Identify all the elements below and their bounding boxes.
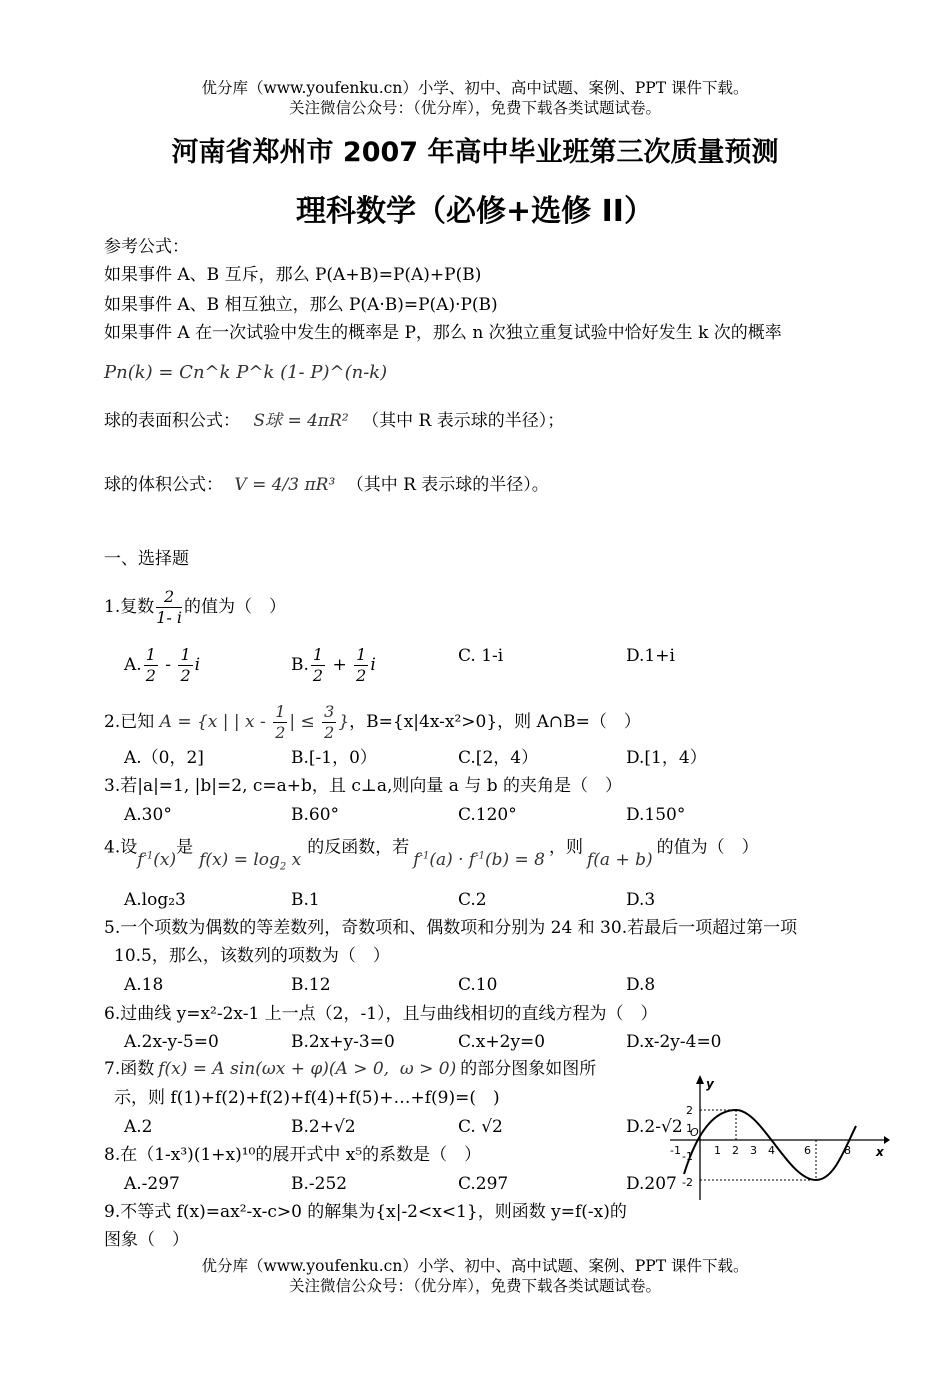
q3-option-c[interactable]: C.120° bbox=[458, 805, 517, 825]
x-axis-arrow bbox=[884, 1136, 890, 1144]
y-tick-neg1: -1 bbox=[682, 1150, 693, 1163]
formula-mutually-exclusive: 如果事件 A、B 互斥，那么 P(A+B)=P(A)+P(B) bbox=[104, 265, 482, 285]
q8-option-b[interactable]: B.-252 bbox=[291, 1174, 348, 1194]
q2-option-c[interactable]: C.[2，4） bbox=[458, 748, 539, 768]
q4-option-a[interactable]: A.log₂3 bbox=[124, 890, 186, 910]
x-tick-1: 1 bbox=[714, 1144, 721, 1157]
q7-option-b[interactable]: B.2+√2 bbox=[291, 1117, 356, 1137]
formula-binomial-desc: 如果事件 A 在一次试验中发生的概率是 P，那么 n 次独立重复试验中恰好发生 k 次的概率 bbox=[104, 323, 782, 343]
y-tick-1: 1 bbox=[686, 1122, 693, 1135]
q2-post: ，B={x|4x-x²>0}，则 A∩B=（ ） bbox=[349, 712, 641, 732]
question-7-line-2: 示，则 f(1)+f(2)+f(2)+f(4)+f(5)+…+f(9)=( ) bbox=[114, 1088, 500, 1108]
question-7-line-1: 7.函数 f(x) = A sin(ωx + φ)(A > 0, ω > 0) 的部分图象如图所 bbox=[104, 1059, 597, 1079]
q5-option-a[interactable]: A.18 bbox=[124, 975, 164, 995]
q3-option-a[interactable]: A.30° bbox=[124, 805, 172, 825]
q1-option-b[interactable]: B. $\frac{1}{2}$ + $\frac{1}{2}$ i bbox=[291, 645, 376, 685]
page-title: 河南省郑州市 2007 年高中毕业班第三次质量预测 bbox=[171, 137, 779, 168]
q6-option-d[interactable]: D.x-2y-4=0 bbox=[626, 1032, 722, 1052]
q8-option-d[interactable]: D.207 bbox=[626, 1174, 677, 1194]
x-tick-8: 8 bbox=[844, 1144, 851, 1157]
q2-option-d[interactable]: D.[1，4） bbox=[626, 748, 707, 768]
x-tick-2: 2 bbox=[732, 1144, 739, 1157]
question-9-line-2: 图象（ ） bbox=[104, 1230, 189, 1250]
formula-heading: 参考公式： bbox=[104, 237, 189, 257]
q7-option-a[interactable]: A.2 bbox=[124, 1117, 153, 1137]
footer-line-2: 关注微信公众号：（优分库），免费下载各类试题试卷。 bbox=[288, 1277, 661, 1295]
q7-sine-graph bbox=[670, 1072, 890, 1202]
q6-option-b[interactable]: B.2x+y-3=0 bbox=[291, 1032, 395, 1052]
q3-option-b[interactable]: B.60° bbox=[291, 805, 340, 825]
q4-option-b[interactable]: B.1 bbox=[291, 890, 320, 910]
sphere-area-formula: S球 = 4πR² bbox=[253, 411, 349, 431]
q8-option-c[interactable]: C.297 bbox=[458, 1174, 509, 1194]
x-tick-6: 6 bbox=[804, 1144, 811, 1157]
header-line-2: 关注微信公众号：（优分库），免费下载各类试题试卷。 bbox=[288, 99, 661, 117]
y-axis-arrow bbox=[696, 1075, 704, 1084]
y-axis-label: y bbox=[706, 1077, 714, 1091]
q1-den: 1- i bbox=[156, 608, 183, 627]
x-tick-neg1: -1 bbox=[670, 1144, 681, 1157]
x-tick-4: 4 bbox=[768, 1144, 775, 1157]
q4-option-d[interactable]: D.3 bbox=[626, 890, 656, 910]
q1-option-a[interactable]: A. $\frac{1}{2}$ - $\frac{1}{2}$ i bbox=[124, 645, 201, 685]
question-5-line-1: 5.一个项数为偶数的等差数列，奇数项和、偶数项和分别为 24 和 30.若最后一项超过第一项 bbox=[104, 918, 798, 938]
q2-set-a: A = {x | | x - $\frac{1}{2}$ | ≤ $\frac{3}{2}$ } bbox=[159, 702, 350, 742]
question-9-line-1: 9.不等式 f(x)=ax²-x-c>0 的解集为{x|-2<x<1}，则函数 y=f(-x)的 bbox=[104, 1202, 627, 1222]
question-6: 6.过曲线 y=x²-2x-1 上一点（2，-1），且与曲线相切的直线方程为（ ） bbox=[104, 1004, 658, 1024]
sphere-volume-label: 球的体积公式： bbox=[104, 475, 223, 495]
sphere-area-note: （其中 R 表示球的半径）； bbox=[362, 411, 565, 431]
sphere-volume-formula: V = 4/3 πR³ bbox=[234, 475, 336, 495]
q6-option-c[interactable]: C.x+2y=0 bbox=[458, 1032, 546, 1052]
q4-option-c[interactable]: C.2 bbox=[458, 890, 487, 910]
section-heading: 一、选择题 bbox=[104, 549, 189, 569]
q5-option-d[interactable]: D.8 bbox=[626, 975, 656, 995]
q2-option-a[interactable]: A.（0，2] bbox=[124, 748, 204, 768]
header-line-1: 优分库（www.youfenku.cn）小学、初中、高中试题、案例、PPT 课件下载。 bbox=[201, 79, 749, 97]
q1-pre: 1.复数 bbox=[104, 597, 155, 617]
q8-option-a[interactable]: A.-297 bbox=[124, 1174, 180, 1194]
q7-option-c[interactable]: C. √2 bbox=[458, 1117, 503, 1137]
question-3: 3.若|a|=1, |b|=2, c=a+b，且 c⊥a,则向量 a 与 b 的夹角是（ ） bbox=[104, 776, 622, 796]
footer-line-1: 优分库（www.youfenku.cn）小学、初中、高中试题、案例、PPT 课件下载。 bbox=[201, 1257, 749, 1275]
x-axis-label: x bbox=[876, 1145, 884, 1159]
sphere-area-row bbox=[104, 410, 564, 432]
question-8: 8.在（1-x³)(1+x)¹⁰的展开式中 x⁵的系数是（ ） bbox=[104, 1145, 482, 1165]
question-4: 4.设$f^{-1}(x)$是$f(x) = \log_2 x$的反函数，若$f^{-1}(a) \cdot f^{-1}(b) = 8$，则f(a + b)的值为（ ） bbox=[104, 837, 759, 873]
x-tick-3: 3 bbox=[750, 1144, 757, 1157]
q7-option-d[interactable]: D.2-√2 bbox=[626, 1117, 683, 1137]
origin-label: O bbox=[690, 1126, 699, 1139]
y-tick-2: 2 bbox=[686, 1104, 693, 1117]
sphere-volume-row bbox=[104, 474, 549, 496]
formula-independent: 如果事件 A、B 相互独立，那么 P(A·B)=P(A)·P(B) bbox=[104, 295, 498, 315]
formula-binomial: Pn(k) = Cn^k P^k (1- P)^(n-k) bbox=[104, 362, 388, 383]
q1-post: 的值为（ ） bbox=[184, 597, 287, 617]
question-5-line-2: 10.5，那么，该数列的项数为（ ） bbox=[114, 946, 390, 966]
q5-option-b[interactable]: B.12 bbox=[291, 975, 331, 995]
q1-option-c[interactable]: C. 1-i bbox=[458, 646, 504, 666]
q1-num: 2 bbox=[156, 587, 182, 608]
q1-fraction bbox=[156, 587, 182, 628]
page-subtitle: 理科数学（必修+选修 II） bbox=[296, 194, 654, 229]
q2-pre: 2.已知 bbox=[104, 712, 155, 732]
question-1 bbox=[104, 587, 286, 628]
q5-option-c[interactable]: C.10 bbox=[458, 975, 498, 995]
y-tick-neg2: -2 bbox=[682, 1176, 693, 1189]
q3-option-d[interactable]: D.150° bbox=[626, 805, 686, 825]
q6-option-a[interactable]: A.2x-y-5=0 bbox=[124, 1032, 219, 1052]
sphere-area-label: 球的表面积公式： bbox=[104, 411, 240, 431]
q1-option-d[interactable]: D.1+i bbox=[626, 646, 675, 666]
q2-option-b[interactable]: B.[-1，0） bbox=[291, 748, 377, 768]
question-2 bbox=[104, 702, 641, 743]
sphere-volume-note: （其中 R 表示球的半径）。 bbox=[346, 475, 549, 495]
